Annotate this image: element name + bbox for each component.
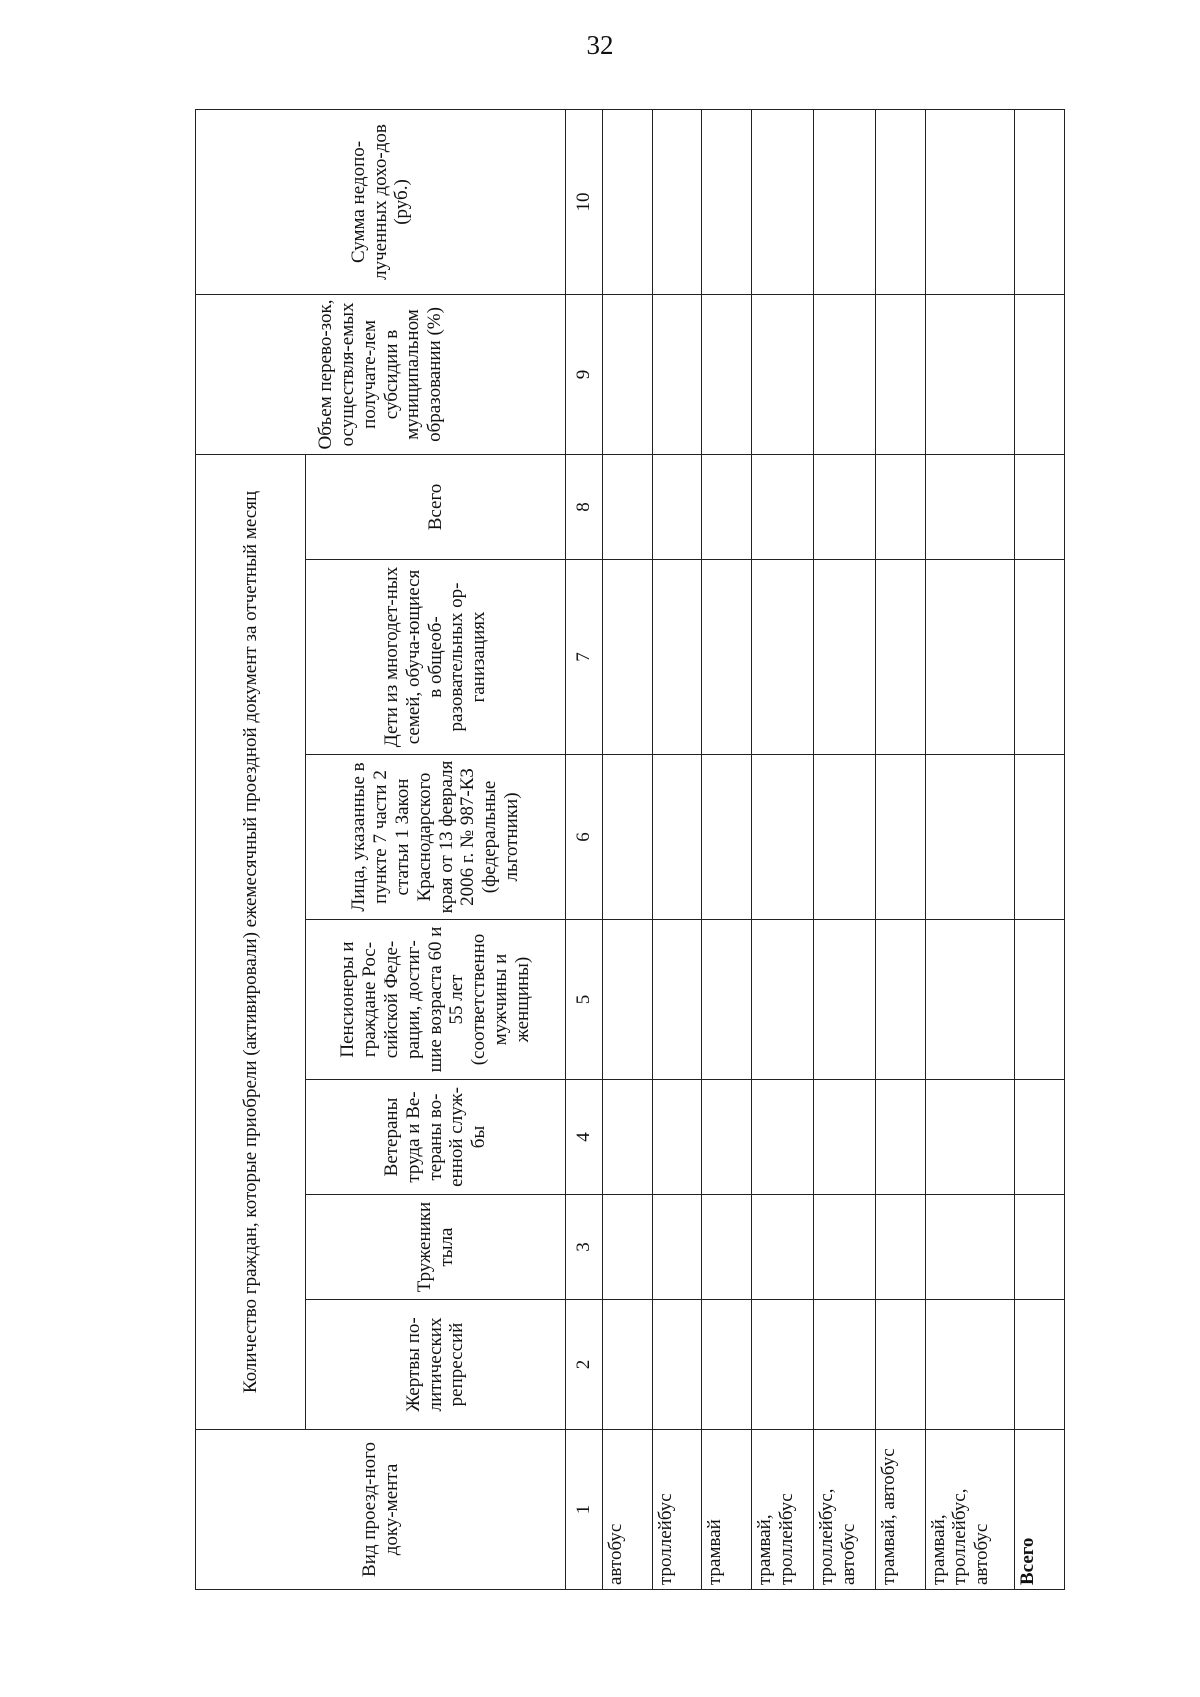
table-row <box>751 109 813 1589</box>
header-pensioners: Пенсионеры и граждане Рос-сийской Феде-рации, достиг-шие возраста 60 и 55 лет (соответственно мужчины и женщины) <box>306 920 566 1080</box>
data-cell <box>702 1195 752 1300</box>
column-number: 10 <box>566 109 603 294</box>
data-cell <box>1015 560 1065 755</box>
row-label: троллейбус, автобус <box>813 1430 875 1590</box>
data-cell <box>602 454 652 559</box>
data-cell <box>813 1080 875 1195</box>
data-cell <box>751 920 813 1080</box>
data-cell <box>813 1195 875 1300</box>
data-cell <box>875 109 925 294</box>
data-cell <box>875 1195 925 1300</box>
data-cell <box>875 454 925 559</box>
data-cell <box>652 755 702 920</box>
data-cell <box>602 560 652 755</box>
data-cell <box>925 560 1015 755</box>
data-cell <box>751 1300 813 1430</box>
data-cell <box>602 920 652 1080</box>
data-cell <box>751 1195 813 1300</box>
header-large-family-children: Дети из многодет-ных семей, обуча-ющиеся в общеоб-разовательных ор-ганизациях <box>306 560 566 755</box>
data-cell <box>652 454 702 559</box>
data-cell <box>652 1195 702 1300</box>
column-number: 1 <box>566 1430 603 1590</box>
data-cell <box>925 920 1015 1080</box>
table-row <box>652 109 702 1589</box>
table-row <box>602 109 652 1589</box>
data-cell <box>652 560 702 755</box>
data-cell <box>652 1300 702 1430</box>
total-row <box>1015 109 1065 1589</box>
column-number: 3 <box>566 1195 603 1300</box>
data-cell <box>813 294 875 454</box>
column-number: 4 <box>566 1080 603 1195</box>
data-cell <box>875 920 925 1080</box>
data-cell <box>602 109 652 294</box>
report-table <box>195 109 1065 1590</box>
column-number: 6 <box>566 755 603 920</box>
column-number: 2 <box>566 1300 603 1430</box>
header-citizens-count: Количество граждан, которые приобрели (активировали) ежемесячный проездной документ за отчетный месяц <box>196 454 306 1429</box>
header-transport-volume: Объем перево-зок, осуществля-емых получате-лем субсидии в муниципальном образовании (%) <box>196 294 566 454</box>
data-cell <box>1015 1300 1065 1430</box>
data-cell <box>813 1300 875 1430</box>
data-cell <box>1015 755 1065 920</box>
data-cell <box>702 920 752 1080</box>
data-cell <box>702 294 752 454</box>
data-cell <box>751 109 813 294</box>
column-number: 7 <box>566 560 603 755</box>
data-cell <box>925 1300 1015 1430</box>
data-cell <box>751 560 813 755</box>
data-cell <box>702 1080 752 1195</box>
row-label: трамвай, троллейбус, автобус <box>925 1430 1015 1590</box>
table-row <box>702 109 752 1589</box>
data-cell <box>875 294 925 454</box>
data-cell <box>925 1195 1015 1300</box>
data-cell <box>875 1080 925 1195</box>
total-row-label: Всего <box>1015 1430 1065 1590</box>
header-repression-victims: Жертвы по-литических репрессий <box>306 1300 566 1430</box>
data-cell <box>751 454 813 559</box>
data-cell <box>602 755 652 920</box>
data-cell <box>751 294 813 454</box>
header-home-front-workers: Труженики тыла <box>306 1195 566 1300</box>
table-row <box>925 109 1015 1589</box>
data-cell <box>751 1080 813 1195</box>
data-cell <box>702 755 752 920</box>
row-label: автобус <box>602 1430 652 1590</box>
data-cell <box>602 1195 652 1300</box>
data-cell <box>751 755 813 920</box>
data-cell <box>1015 1195 1065 1300</box>
data-cell <box>813 755 875 920</box>
row-label: троллейбус <box>652 1430 702 1590</box>
data-cell <box>652 1080 702 1195</box>
column-numbers-row <box>566 109 603 1589</box>
table-row <box>813 109 875 1589</box>
row-label: трамвай <box>702 1430 752 1590</box>
data-cell <box>602 1300 652 1430</box>
data-cell <box>925 454 1015 559</box>
data-cell <box>652 109 702 294</box>
data-cell <box>813 560 875 755</box>
data-cell <box>602 294 652 454</box>
column-number: 9 <box>566 294 603 454</box>
header-labor-veterans: Ветераны труда и Ве-тераны во-енной служ-бы <box>306 1080 566 1195</box>
data-cell <box>813 109 875 294</box>
data-cell <box>702 560 752 755</box>
header-document-type: Вид проезд-ного доку-мента <box>196 1430 566 1590</box>
data-cell <box>925 294 1015 454</box>
header-lost-income-sum: Сумма недопо-лученных дохо-дов (руб.) <box>196 109 566 294</box>
column-number: 8 <box>566 454 603 559</box>
data-cell <box>1015 294 1065 454</box>
data-cell <box>813 454 875 559</box>
data-cell <box>1015 454 1065 559</box>
data-cell <box>875 1300 925 1430</box>
data-cell <box>1015 109 1065 294</box>
data-cell <box>602 1080 652 1195</box>
data-cell <box>813 920 875 1080</box>
rotated-table-frame <box>195 110 1065 1590</box>
header-federal-beneficiaries: Лица, указанные в пункте 7 части 2 статьи 1 Закон Краснодарского края от 13 февраля 2006 г. № 987-КЗ (федеральные льготники) <box>306 755 566 920</box>
data-cell <box>1015 1080 1065 1195</box>
data-cell <box>925 109 1015 294</box>
data-cell <box>925 755 1015 920</box>
data-cell <box>702 1300 752 1430</box>
data-cell <box>702 109 752 294</box>
data-cell <box>875 560 925 755</box>
row-label: трамвай, троллейбус <box>751 1430 813 1590</box>
column-number: 5 <box>566 920 603 1080</box>
data-cell <box>702 454 752 559</box>
data-cell <box>652 920 702 1080</box>
data-cell <box>1015 920 1065 1080</box>
page-number: 32 <box>586 30 614 60</box>
row-label: трамвай, автобус <box>875 1430 925 1590</box>
data-cell <box>925 1080 1015 1195</box>
data-cell <box>652 294 702 454</box>
table-row <box>875 109 925 1589</box>
header-total: Всего <box>306 454 566 559</box>
data-cell <box>875 755 925 920</box>
